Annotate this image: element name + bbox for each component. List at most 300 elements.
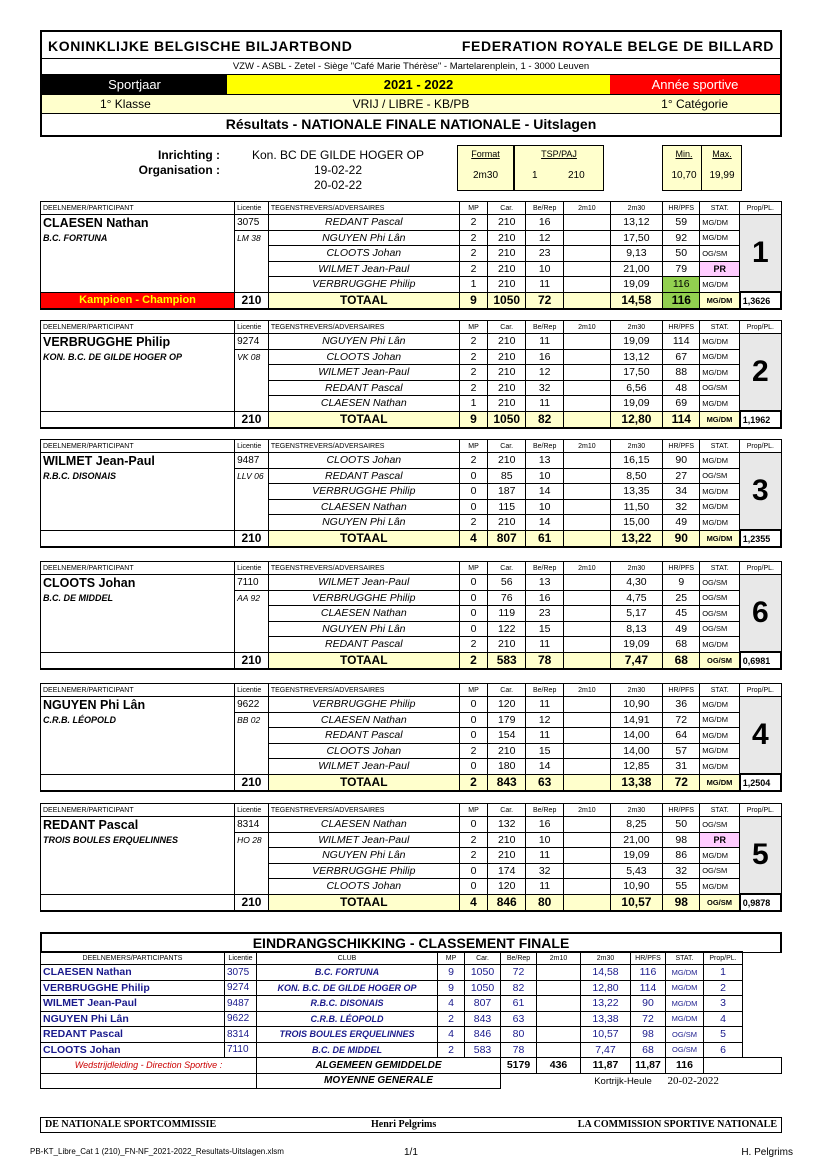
high-run: 64	[663, 728, 700, 744]
innings: 13	[526, 575, 564, 591]
column-header: HR/PFS	[663, 321, 700, 334]
column-header: Licentie	[235, 321, 269, 334]
match-points: 0	[459, 621, 487, 637]
champion-label	[41, 894, 235, 911]
column-header: Be/Rep	[526, 202, 564, 215]
stat: MG/DM	[700, 728, 740, 744]
high-run: 86	[663, 848, 700, 864]
final-player: CLAESEN Nathan	[41, 965, 225, 981]
avg-2m30: 13,12	[610, 349, 663, 365]
empty-cell	[235, 743, 269, 759]
avg-2m30: 15,00	[610, 515, 663, 531]
high-run: 88	[663, 365, 700, 381]
total-stat: MG/DM	[700, 411, 740, 428]
high-run: 59	[663, 215, 700, 231]
match-points: 2	[459, 515, 487, 531]
empty-cell	[41, 606, 235, 622]
general-average-label: ALGEMEEN GEMIDDELDE	[257, 1058, 501, 1074]
column-header: STAT.	[700, 321, 740, 334]
match-points: 0	[459, 728, 487, 744]
empty-cell	[564, 530, 610, 547]
game-row	[41, 277, 782, 293]
caramboles: 187	[488, 484, 526, 500]
stat: PR	[700, 261, 740, 277]
final-license: 9487	[225, 996, 257, 1012]
game-row	[41, 396, 782, 412]
format-value: 2m30	[472, 170, 498, 181]
match-points: 2	[459, 380, 487, 396]
match-points: 2	[459, 832, 487, 848]
final-player: WILMET Jean-Paul	[41, 996, 225, 1012]
stat: MG/DM	[700, 396, 740, 412]
game-row	[41, 246, 782, 262]
empty-cell	[41, 759, 235, 775]
innings: 32	[526, 380, 564, 396]
final-license: 8314	[225, 1027, 257, 1043]
min-value: 10,70	[671, 170, 697, 181]
column-header: Car.	[488, 562, 526, 575]
avg-2m10	[564, 334, 610, 350]
final-club: C.R.B. LÉOPOLD	[257, 1011, 438, 1027]
final-value: 63	[501, 1011, 537, 1027]
empty-cell	[235, 246, 269, 262]
prop-value: 1,1962	[740, 411, 781, 428]
total-caramboles: 583	[488, 652, 526, 669]
license: 8314	[235, 817, 269, 833]
avg-2m30: 19,09	[610, 848, 663, 864]
avg-2m30: 19,09	[610, 396, 663, 412]
player-block	[40, 320, 782, 429]
stat: OG/SM	[700, 575, 740, 591]
match-points: 0	[459, 484, 487, 500]
tsp-value-1: 1	[532, 170, 538, 181]
stat: MG/DM	[700, 349, 740, 365]
caramboles: 154	[488, 728, 526, 744]
empty-cell	[41, 1073, 257, 1089]
avg-2m10	[564, 215, 610, 231]
column-header: 2m10	[564, 562, 610, 575]
total-caramboles: 1050	[488, 292, 526, 309]
match-points: 2	[459, 230, 487, 246]
stat: MG/DM	[700, 334, 740, 350]
match-points: 0	[459, 697, 487, 713]
tsp-box	[514, 145, 604, 191]
column-header: Car.	[488, 202, 526, 215]
column-header: Car.	[488, 684, 526, 697]
empty-cell	[235, 606, 269, 622]
caramboles: 210	[488, 277, 526, 293]
total-row	[41, 292, 782, 309]
high-run: 79	[663, 261, 700, 277]
caramboles: 115	[488, 499, 526, 515]
player-name: VERBRUGGHE Philip	[41, 334, 235, 350]
opponent: WILMET Jean-Paul	[268, 261, 459, 277]
caramboles: 210	[488, 261, 526, 277]
opponent: WILMET Jean-Paul	[268, 365, 459, 381]
place: Kortrijk-Heule	[594, 1075, 652, 1087]
caramboles: 119	[488, 606, 526, 622]
column-header: MP	[459, 804, 487, 817]
column-header: 2m10	[564, 202, 610, 215]
opponent: VERBRUGGHE Philip	[268, 697, 459, 713]
total-stat: MG/DM	[700, 530, 740, 547]
stat: OG/SM	[700, 621, 740, 637]
column-header: 2m10	[564, 440, 610, 453]
high-run: 50	[663, 817, 700, 833]
min-label: Min.	[675, 149, 693, 159]
final-value: 2	[438, 1042, 465, 1058]
avg-2m10	[564, 848, 610, 864]
caramboles: 85	[488, 468, 526, 484]
empty-cell	[235, 365, 269, 381]
high-run: 49	[663, 515, 700, 531]
stat: PR	[700, 832, 740, 848]
column-header: STAT.	[700, 440, 740, 453]
empty-cell	[235, 499, 269, 515]
empty-cell	[41, 848, 235, 864]
stat: MG/DM	[700, 848, 740, 864]
column-header: HR/PFS	[663, 562, 700, 575]
final-player: VERBRUGGHE Philip	[41, 980, 225, 996]
total-label: TOTAAL	[268, 292, 459, 309]
event-title: Résultats - NATIONALE FINALE NATIONALE - Uitslagen	[225, 116, 597, 132]
total-row	[41, 411, 782, 428]
stat: MG/DM	[700, 365, 740, 381]
final-value: 116	[631, 965, 666, 981]
empty-cell	[235, 637, 269, 653]
innings: 11	[526, 697, 564, 713]
high-run: 45	[663, 606, 700, 622]
final-row	[41, 980, 782, 996]
innings: 15	[526, 743, 564, 759]
column-header: Prop/PL.	[740, 684, 781, 697]
avg-2m30: 12,85	[610, 759, 663, 775]
opponent: CLAESEN Nathan	[268, 396, 459, 412]
final-value: 14,58	[581, 965, 631, 981]
final-classification-table	[40, 951, 782, 1089]
game-row	[41, 380, 782, 396]
opponent: REDANT Pascal	[268, 637, 459, 653]
player-block	[40, 439, 782, 548]
caramboles: 76	[488, 590, 526, 606]
match-points: 0	[459, 712, 487, 728]
caramboles: 132	[488, 817, 526, 833]
total-caramboles: 807	[488, 530, 526, 547]
final-value: 9	[438, 965, 465, 981]
license-code: LLV 06	[235, 468, 269, 484]
final-value: 2	[438, 1011, 465, 1027]
empty-cell	[41, 515, 235, 531]
game-row	[41, 468, 782, 484]
avg-2m30: 21,00	[610, 261, 663, 277]
empty-cell	[235, 848, 269, 864]
game-row	[41, 215, 782, 231]
final-value: 82	[501, 980, 537, 996]
avg-2m10	[564, 879, 610, 895]
avg-2m30: 13,35	[610, 484, 663, 500]
column-header: Licentie	[235, 440, 269, 453]
game-row	[41, 712, 782, 728]
total-label: TOTAAL	[268, 652, 459, 669]
total-mp: 2	[459, 774, 487, 791]
total-row	[41, 530, 782, 547]
empty-cell	[41, 879, 235, 895]
avg-2m10	[564, 697, 610, 713]
opponent: WILMET Jean-Paul	[268, 759, 459, 775]
date-2: 20-02-22	[313, 178, 363, 192]
rank: 3	[740, 453, 781, 531]
avg-2m10	[564, 590, 610, 606]
final-column-header: Car.	[465, 952, 501, 965]
final-stat: MG/DM	[666, 996, 704, 1012]
opponent: CLAESEN Nathan	[268, 817, 459, 833]
total-row	[41, 894, 782, 911]
match-points: 0	[459, 606, 487, 622]
avg-2m30: 16,15	[610, 453, 663, 469]
innings: 13	[526, 453, 564, 469]
avg-2m10	[564, 832, 610, 848]
final-value: 846	[465, 1027, 501, 1043]
empty-cell	[41, 863, 235, 879]
organizer-label-fr: Organisation :	[138, 163, 220, 177]
avg-2m10	[564, 349, 610, 365]
avg-2m30: 11,50	[610, 499, 663, 515]
opponent: CLOOTS Johan	[268, 453, 459, 469]
match-points: 0	[459, 759, 487, 775]
final-column-header: Licentie	[225, 952, 257, 965]
player-name: REDANT Pascal	[41, 817, 235, 833]
opponent: NGUYEN Phi Lân	[268, 848, 459, 864]
stat: MG/DM	[700, 499, 740, 515]
match-points: 0	[459, 817, 487, 833]
innings: 11	[526, 277, 564, 293]
innings: 12	[526, 712, 564, 728]
player-name: NGUYEN Phi Lân	[41, 697, 235, 713]
stat: OG/SM	[700, 606, 740, 622]
high-run: 9	[663, 575, 700, 591]
final-value: 843	[465, 1011, 501, 1027]
date-1: 19-02-22	[313, 163, 363, 177]
innings: 11	[526, 728, 564, 744]
column-header: TEGENSTREVERS/ADVERSAIRES	[268, 202, 459, 215]
high-run: 57	[663, 743, 700, 759]
innings: 15	[526, 621, 564, 637]
total-high-run: 68	[663, 652, 700, 669]
game-row	[41, 879, 782, 895]
general-average-2: 11,87	[631, 1058, 666, 1074]
innings: 16	[526, 349, 564, 365]
final-date: 20-02-2022	[667, 1075, 719, 1087]
match-points: 2	[459, 246, 487, 262]
rank: 2	[740, 334, 781, 412]
caramboles: 120	[488, 879, 526, 895]
avg-2m30: 13,12	[610, 215, 663, 231]
avg-2m30: 5,43	[610, 863, 663, 879]
final-column-header: STAT.	[666, 952, 704, 965]
avg-2m10	[564, 743, 610, 759]
avg-2m10	[564, 637, 610, 653]
caramboles: 210	[488, 453, 526, 469]
column-header: Prop/PL.	[740, 804, 781, 817]
total-caramboles-target: 210	[235, 774, 269, 791]
caramboles: 210	[488, 515, 526, 531]
game-row	[41, 349, 782, 365]
final-club: B.C. FORTUNA	[257, 965, 438, 981]
total-average: 14,58	[610, 292, 663, 309]
innings: 10	[526, 468, 564, 484]
column-header: Licentie	[235, 804, 269, 817]
total-stat: MG/DM	[700, 292, 740, 309]
stat: MG/DM	[700, 453, 740, 469]
total-caramboles-target: 210	[235, 530, 269, 547]
total-caramboles-target: 210	[235, 652, 269, 669]
match-points: 1	[459, 396, 487, 412]
innings: 14	[526, 515, 564, 531]
empty-cell	[235, 380, 269, 396]
column-header: Be/Rep	[526, 804, 564, 817]
game-row	[41, 637, 782, 653]
prop-value: 0,9878	[740, 894, 781, 911]
game-row	[41, 697, 782, 713]
avg-2m10	[564, 246, 610, 262]
avg-2m30: 10,90	[610, 697, 663, 713]
avg-2m30: 4,75	[610, 590, 663, 606]
game-row	[41, 499, 782, 515]
avg-2m10	[564, 365, 610, 381]
total-mp: 4	[459, 530, 487, 547]
avg-2m30: 10,90	[610, 879, 663, 895]
final-value: 583	[465, 1042, 501, 1058]
final-value: 68	[631, 1042, 666, 1058]
final-player: CLOOTS Johan	[41, 1042, 225, 1058]
player-club: B.C. DE MIDDEL	[41, 590, 235, 606]
champion-label	[41, 652, 235, 669]
game-row	[41, 743, 782, 759]
final-column-header: MP	[438, 952, 465, 965]
game-row	[41, 453, 782, 469]
final-column-header: Be/Rep	[501, 952, 537, 965]
avg-2m30: 19,09	[610, 637, 663, 653]
license: 9274	[235, 334, 269, 350]
opponent: REDANT Pascal	[268, 380, 459, 396]
opponent: CLAESEN Nathan	[268, 712, 459, 728]
avg-2m30: 17,50	[610, 365, 663, 381]
empty-cell	[41, 396, 235, 412]
final-rank: 3	[704, 996, 743, 1012]
caramboles: 210	[488, 230, 526, 246]
innings: 10	[526, 832, 564, 848]
high-run: 116	[663, 277, 700, 293]
avg-2m30: 5,17	[610, 606, 663, 622]
empty-cell	[235, 879, 269, 895]
opponent: VERBRUGGHE Philip	[268, 277, 459, 293]
season-label-nl: Sportjaar	[42, 75, 227, 94]
game-row	[41, 590, 782, 606]
high-run: 55	[663, 879, 700, 895]
column-header: HR/PFS	[663, 804, 700, 817]
rank: 1	[740, 215, 781, 293]
caramboles: 210	[488, 215, 526, 231]
column-header: MP	[459, 562, 487, 575]
player-name: CLAESEN Nathan	[41, 215, 235, 231]
caramboles: 56	[488, 575, 526, 591]
empty-cell	[235, 484, 269, 500]
total-average: 7,47	[610, 652, 663, 669]
avg-2m30: 14,00	[610, 743, 663, 759]
prop-value: 0,6981	[740, 652, 781, 669]
opponent: CLAESEN Nathan	[268, 606, 459, 622]
column-header: TEGENSTREVERS/ADVERSAIRES	[268, 440, 459, 453]
match-points: 2	[459, 334, 487, 350]
total-row	[41, 774, 782, 791]
column-header: Prop/PL.	[740, 202, 781, 215]
caramboles: 179	[488, 712, 526, 728]
final-row	[41, 1011, 782, 1027]
license-code: BB 02	[235, 712, 269, 728]
stat: OG/SM	[700, 863, 740, 879]
total-points: 5179	[501, 1058, 537, 1074]
column-header: STAT.	[700, 562, 740, 575]
caramboles: 210	[488, 743, 526, 759]
column-header: DEELNEMER/PARTICIPANT	[41, 804, 235, 817]
avg-2m10	[564, 230, 610, 246]
high-run: 27	[663, 468, 700, 484]
total-label: TOTAAL	[268, 530, 459, 547]
high-run: 32	[663, 863, 700, 879]
player-name: WILMET Jean-Paul	[41, 453, 235, 469]
stat: MG/DM	[700, 230, 740, 246]
final-value	[537, 980, 581, 996]
stat: MG/DM	[700, 759, 740, 775]
rank: 6	[740, 575, 781, 653]
total-average: 12,80	[610, 411, 663, 428]
empty-cell	[41, 484, 235, 500]
final-license: 3075	[225, 965, 257, 981]
caramboles: 210	[488, 380, 526, 396]
caramboles: 180	[488, 759, 526, 775]
final-value: 13,22	[581, 996, 631, 1012]
match-points: 0	[459, 879, 487, 895]
high-run: 72	[663, 712, 700, 728]
total-high-run: 72	[663, 774, 700, 791]
high-run: 68	[663, 637, 700, 653]
high-run: 31	[663, 759, 700, 775]
empty-cell	[41, 261, 235, 277]
prop-value: 1,2504	[740, 774, 781, 791]
stat: OG/SM	[700, 590, 740, 606]
game-row	[41, 261, 782, 277]
final-row	[41, 965, 782, 981]
final-club: R.B.C. DISONAIS	[257, 996, 438, 1012]
column-header: Be/Rep	[526, 440, 564, 453]
final-value: 12,80	[581, 980, 631, 996]
opponent: REDANT Pascal	[268, 728, 459, 744]
final-rank: 4	[704, 1011, 743, 1027]
innings: 23	[526, 246, 564, 262]
match-points: 0	[459, 863, 487, 879]
empty-cell	[41, 637, 235, 653]
document-header	[40, 30, 782, 137]
total-row	[41, 652, 782, 669]
final-value: 72	[631, 1011, 666, 1027]
avg-2m10	[564, 863, 610, 879]
final-value: 7,47	[581, 1042, 631, 1058]
empty-cell	[564, 411, 610, 428]
player-club: TROIS BOULES ERQUELINNES	[41, 832, 235, 848]
total-innings: 78	[526, 652, 564, 669]
high-run: 32	[663, 499, 700, 515]
stat: MG/DM	[700, 712, 740, 728]
